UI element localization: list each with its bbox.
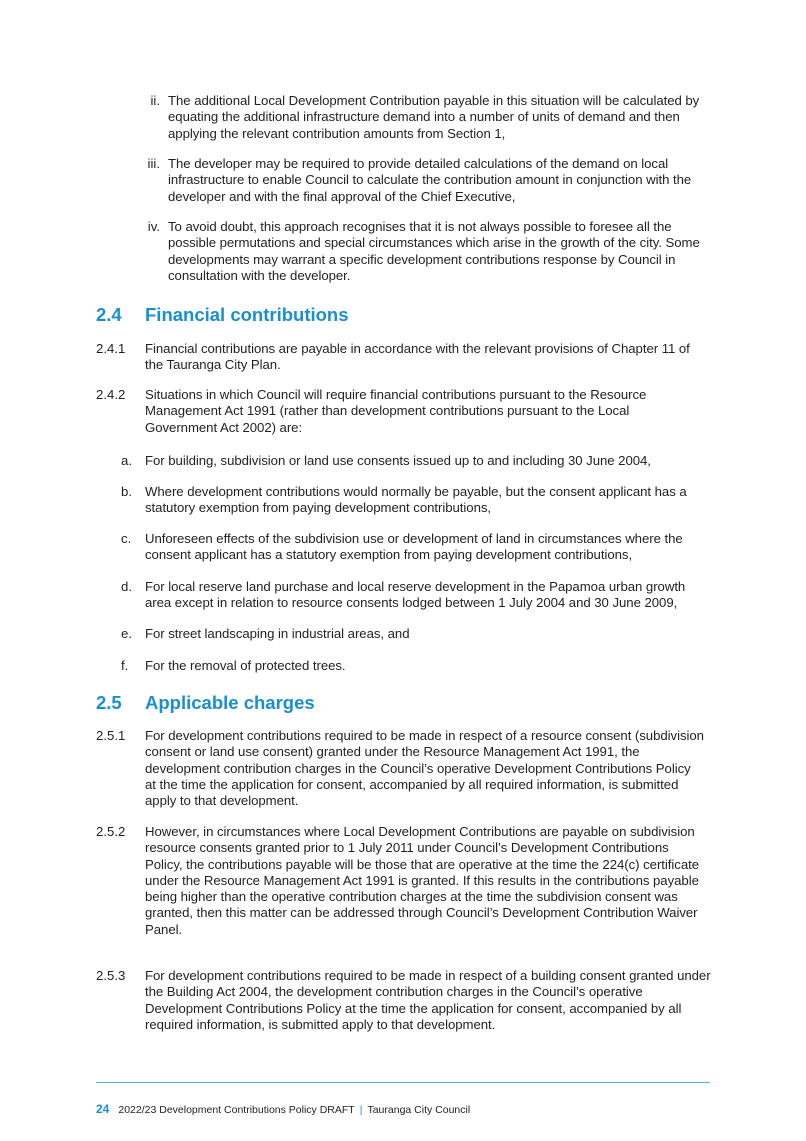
list-item-number: a.	[121, 453, 132, 468]
list-item-text: To avoid doubt, this approach recognises that it is not always possible to foresee all the possible permutations and special circumstances which arise in the growth of the city. Some developments may warrant a specific development contributions response by Council in consultation with the developer.	[168, 219, 700, 283]
footer-organisation: Tauranga City Council	[367, 1104, 471, 1116]
list-item-number: f.	[121, 658, 129, 673]
section-title: Financial contributions	[145, 304, 349, 325]
footer-separator: |	[359, 1104, 363, 1116]
clause-text: Financial contributions are payable in accordance with the relevant provisions of Chapter 11 of the Tauranga City Plan.	[145, 341, 690, 373]
clause-text: Situations in which Council will require financial contributions pursuant to the Resource Management Act 1991 (rather than development contributions pursuant to the Local Government Act 2002) are:	[145, 387, 647, 435]
page-footer	[96, 1103, 470, 1117]
list-item-text: For street landscaping in industrial areas, and	[145, 626, 410, 641]
list-item-text: Unforeseen effects of the subdivision use or development of land in circumstances where the consent applicant has a statutory exemption from paying development contributions,	[145, 531, 683, 563]
page-number: 24	[96, 1102, 110, 1116]
footer-document-title: 2022/23 Development Contributions Policy DRAFT	[118, 1104, 355, 1116]
list-item-text: The developer may be required to provide detailed calculations of the demand on local infrastructure to enable Council to calculate the contribution amount in conjunction with the developer and with the final approval of the Chief Executive,	[168, 156, 692, 204]
clause-number: 2.4.1	[96, 341, 126, 356]
clause-number: 2.5.3	[96, 968, 126, 983]
clause-number: 2.5.1	[96, 728, 126, 743]
section-number: 2.4	[96, 304, 122, 325]
list-item-text: For local reserve land purchase and local reserve development in the Papamoa urban growth area except in relation to resource consents lodged between 1 July 2004 and 30 June 2009,	[145, 579, 686, 611]
list-item-number: b.	[121, 484, 132, 499]
list-item-text: For building, subdivision or land use consents issued up to and including 30 June 2004,	[145, 453, 651, 468]
list-item-number: iii.	[147, 156, 160, 171]
clause-number: 2.5.2	[96, 824, 126, 839]
clause-text: For development contributions required to be made in respect of a building consent granted under the Building Act 2004, the development contribution charges in the Council’s operative Development Contributions Policy at the time the application for consent, accompanied by all required information, is submitted apply to that development.	[145, 968, 711, 1032]
list-item-number: c.	[121, 531, 132, 546]
list-item-number: d.	[121, 579, 132, 594]
section-title: Applicable charges	[145, 692, 315, 713]
list-item-number: ii.	[150, 93, 160, 108]
list-item-number: e.	[121, 626, 132, 641]
clause-text: For development contributions required to be made in respect of a resource consent (subdivision consent or land use consent) granted under the Resource Management Act 1991, the development contribution charges in the Council’s operative Development Contributions Policy at the time the application for consent, accompanied by all required information, is submitted apply to that development.	[145, 728, 704, 809]
section-number: 2.5	[96, 692, 122, 713]
section-heading	[96, 692, 315, 714]
footer-divider	[96, 1082, 710, 1083]
section-heading	[96, 304, 349, 326]
list-item-text: The additional Local Development Contribution payable in this situation will be calculated by equating the additional infrastructure demand into a number of units of demand and then applying the relevant contribution amounts from Section 1,	[168, 93, 700, 141]
list-item-number: iv.	[147, 219, 160, 234]
list-item-text: For the removal of protected trees.	[145, 658, 346, 673]
clause-text: However, in circumstances where Local Development Contributions are payable on subdivision resource consents granted prior to 1 July 2011 under Council’s Development Contributions Policy, the contributions payable will be those that are operative at the time the 224(c) certificate under the Resource Management Act 1991 is granted. If this results in the contributions payable being higher than the operative contribution charges at the time the subdivision consent was granted, then this matter can be addressed through Council’s Development Contribution Waiver Panel.	[145, 824, 700, 937]
list-item-text: Where development contributions would normally be payable, but the consent applicant has a statutory exemption from paying development contributions,	[145, 484, 687, 516]
clause-number: 2.4.2	[96, 387, 126, 402]
